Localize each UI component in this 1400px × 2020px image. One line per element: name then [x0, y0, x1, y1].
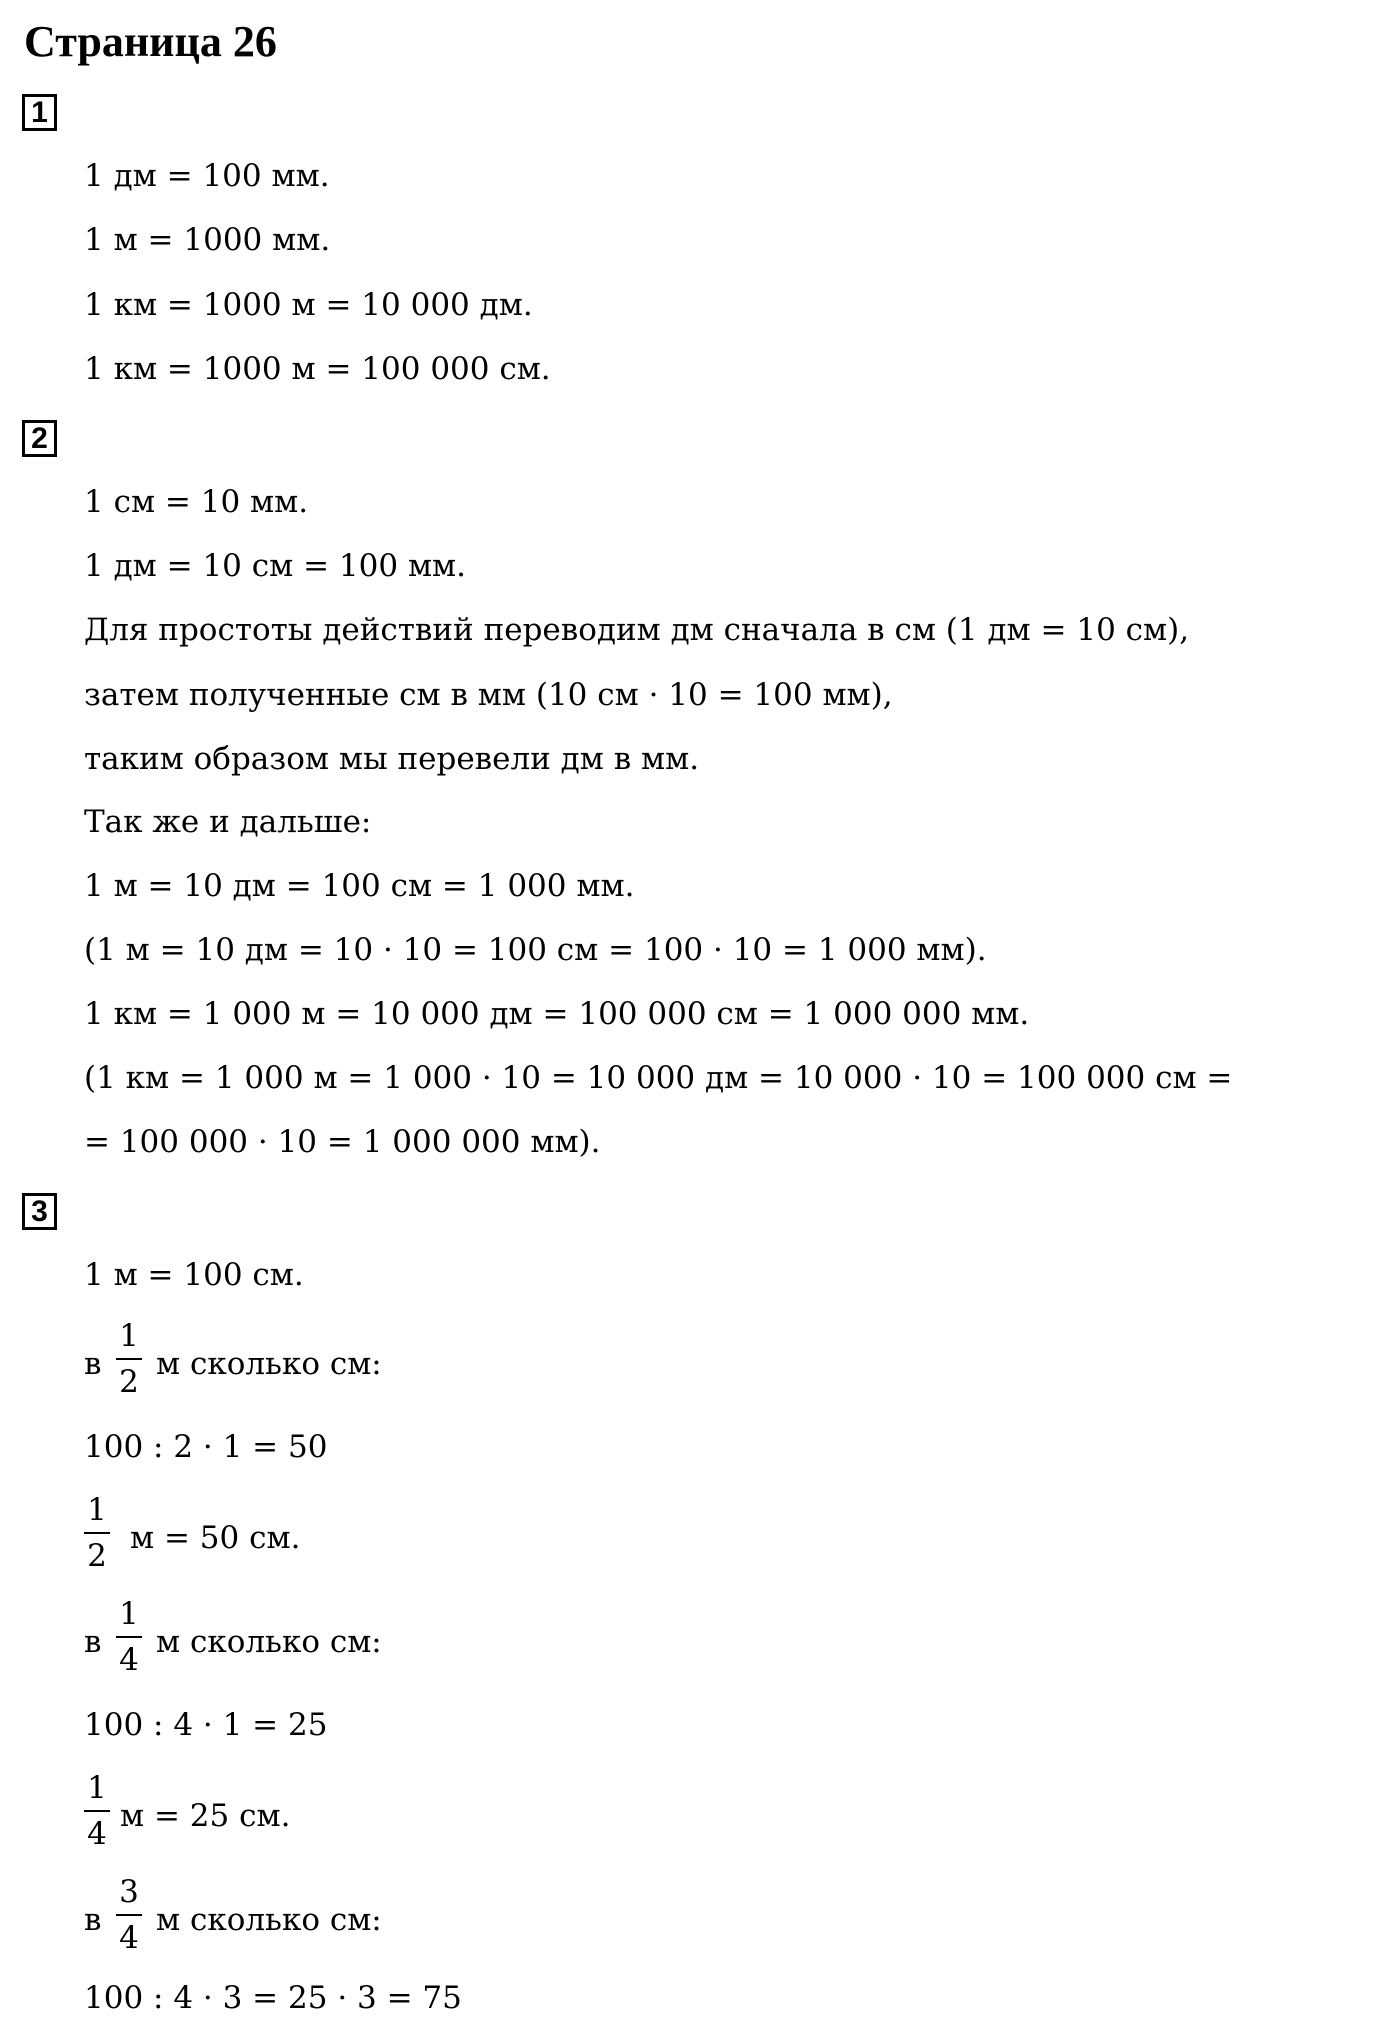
- fraction-suffix: м = 50 см.: [130, 1520, 301, 1556]
- fraction-prefix: в: [84, 1346, 102, 1382]
- task-2-line-10: (1 км = 1 000 м = 1 000 · 10 = 10 000 дм = 10 000 · 10 = 100 000 см =: [84, 1060, 1233, 1096]
- task-3-quarter-result: [84, 1766, 484, 1866]
- fraction-denominator: 2: [119, 1364, 139, 1400]
- fraction-numerator: 1: [87, 1492, 107, 1528]
- task-number-3: 3: [22, 1193, 57, 1230]
- task-2-line-5: таким образом мы перевели дм в мм.: [84, 741, 700, 777]
- task-3-quarter-question: [84, 1592, 484, 1692]
- fraction-quarter: [82, 1766, 112, 1856]
- fraction-suffix: м сколько см:: [156, 1624, 382, 1660]
- fraction-half: [114, 1314, 144, 1404]
- fraction-numerator: 1: [119, 1318, 139, 1354]
- fraction-denominator: 4: [87, 1816, 107, 1852]
- task-2-line-7: 1 м = 10 дм = 100 см = 1 000 мм.: [84, 868, 635, 904]
- page-title: Страница 26: [24, 17, 277, 66]
- fraction-numerator: 1: [87, 1770, 107, 1806]
- task-2-line-1: 1 см = 10 мм.: [84, 484, 309, 520]
- fraction-denominator: 4: [119, 1920, 139, 1956]
- task-2-line-6: Так же и дальше:: [84, 804, 372, 840]
- fraction-quarter: [114, 1592, 144, 1682]
- fraction-denominator: 4: [119, 1642, 139, 1678]
- task-3-half-question: [84, 1314, 484, 1414]
- fraction-denominator: 2: [87, 1538, 107, 1574]
- fraction-suffix: м = 25 см.: [120, 1798, 291, 1834]
- task-3-half-result: [84, 1488, 484, 1588]
- task-2-line-2: 1 дм = 10 см = 100 мм.: [84, 548, 467, 584]
- task-2-line-3: Для простоты действий переводим дм сначала в см (1 дм = 10 см),: [84, 612, 1190, 648]
- fraction-prefix: в: [84, 1902, 102, 1938]
- task-3-quarter-calc: 100 : 4 · 1 = 25: [84, 1707, 328, 1743]
- fraction-half: [82, 1488, 112, 1578]
- task-number-1: 1: [22, 94, 57, 131]
- fraction-prefix: в: [84, 1624, 102, 1660]
- task-3-half-calc: 100 : 2 · 1 = 50: [84, 1429, 328, 1465]
- task-1-line-1: 1 дм = 100 мм.: [84, 158, 330, 194]
- task-1-line-4: 1 км = 1000 м = 100 000 см.: [84, 351, 551, 387]
- task-3-line-1: 1 м = 100 см.: [84, 1257, 304, 1293]
- fraction-numerator: 1: [119, 1596, 139, 1632]
- fraction-three-quarters: [114, 1870, 144, 1960]
- task-2-line-8: (1 м = 10 дм = 10 · 10 = 100 см = 100 · 10 = 1 000 мм).: [84, 932, 987, 968]
- task-2-line-4: затем полученные см в мм (10 см · 10 = 100 мм),: [84, 677, 893, 713]
- task-3-three-quarter-calc: 100 : 4 · 3 = 25 · 3 = 75: [84, 1980, 462, 2016]
- fraction-suffix: м сколько см:: [156, 1902, 382, 1938]
- task-number-2: 2: [22, 420, 57, 457]
- fraction-suffix: м сколько см:: [156, 1346, 382, 1382]
- task-1-line-2: 1 м = 1000 мм.: [84, 222, 331, 258]
- task-3-three-quarter-question: [84, 1870, 484, 1970]
- task-1-line-3: 1 км = 1000 м = 10 000 дм.: [84, 287, 533, 323]
- task-2-line-9: 1 км = 1 000 м = 10 000 дм = 100 000 см = 1 000 000 мм.: [84, 996, 1030, 1032]
- task-2-line-11: = 100 000 · 10 = 1 000 000 мм).: [84, 1124, 601, 1160]
- fraction-numerator: 3: [119, 1874, 139, 1910]
